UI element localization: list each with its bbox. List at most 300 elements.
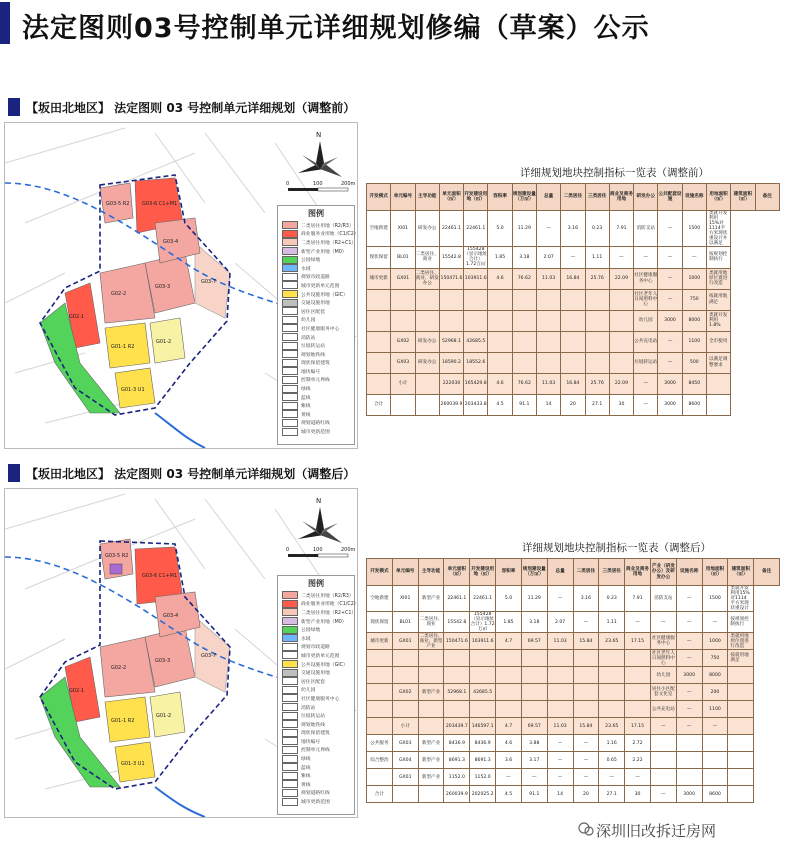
table-cell xyxy=(488,352,512,373)
map-legend-before xyxy=(277,205,359,445)
legend-label: 现状保留建筑 xyxy=(301,731,330,737)
table-cell xyxy=(585,331,609,352)
legend-swatch xyxy=(282,247,298,255)
legend-label: 消防站 xyxy=(301,335,316,341)
table-header-cell: 公共配套设施 xyxy=(658,184,682,211)
legend-label: 幼儿园 xyxy=(301,318,316,324)
legend-label: 二类居住用地（R2+C1） xyxy=(301,240,357,246)
north-arrow-icon xyxy=(298,507,342,543)
table-header-cell: 用地面积（㎡） xyxy=(702,559,728,586)
legend-swatch xyxy=(282,385,298,393)
table-cell: 2.72 xyxy=(625,735,651,752)
table-cell xyxy=(470,667,496,684)
table-cell: 20 xyxy=(561,394,585,415)
legend-item xyxy=(278,797,354,806)
table-cell: 22461.1 xyxy=(464,211,488,247)
table-cell xyxy=(650,735,676,752)
table-cell: 垃圾转运站 xyxy=(634,352,658,373)
table-cell xyxy=(561,289,585,310)
scale-bar-white xyxy=(318,554,348,557)
table-cell xyxy=(547,684,573,701)
table-cell: GX04 xyxy=(392,752,418,769)
parcel-label: G03-5 R2 xyxy=(105,553,129,559)
legend-swatch xyxy=(282,419,298,427)
table-header-cell: 建筑面积（㎡） xyxy=(728,559,754,586)
table-cell xyxy=(676,769,702,786)
table-cell: 社区老年人日间照料中心 xyxy=(634,289,658,310)
table-cell: 3000 xyxy=(658,310,682,331)
table-cell: 91.1 xyxy=(512,394,536,415)
legend-label: 规划市政道路 xyxy=(301,275,330,281)
table-cell: — xyxy=(658,211,682,247)
table-cell: 103911.6 xyxy=(464,268,488,289)
table-cell xyxy=(702,769,728,786)
title-bar xyxy=(0,0,809,46)
table-cell: 18590.2 xyxy=(439,352,463,373)
table-row xyxy=(367,394,780,415)
table-cell: 11.03 xyxy=(547,633,573,650)
parcel-label: G03-5 R2 xyxy=(106,201,130,207)
table-cell: 14 xyxy=(536,394,560,415)
table-cell xyxy=(367,650,393,667)
table-cell: 23.65 xyxy=(599,633,625,650)
table-cell: 11.29 xyxy=(521,586,547,612)
legend-label: 蓝线 xyxy=(301,765,311,771)
table-cell xyxy=(625,667,651,684)
scale-bar xyxy=(288,188,318,191)
table-header-cell: 规划建设量（万㎡） xyxy=(521,559,547,586)
table-cell: — xyxy=(634,394,658,415)
legend-swatch xyxy=(282,316,298,324)
table-cell: 社区老年人日间照料中心 xyxy=(651,650,675,666)
legend-swatch xyxy=(282,694,298,702)
legend-item xyxy=(278,746,354,755)
table-cell xyxy=(650,752,676,769)
parcel-label: G03-4 xyxy=(163,239,179,245)
table-cell: — xyxy=(676,718,702,735)
legend-swatch xyxy=(282,221,298,229)
table-row xyxy=(367,211,780,247)
table-cell: 8600 xyxy=(682,394,706,415)
table-cell: 69.57 xyxy=(521,718,547,735)
table-cell: 3.88 xyxy=(521,735,547,752)
table-cell: 22.09 xyxy=(609,373,633,394)
control-index-table-before xyxy=(366,183,780,416)
table-cell: 综合整治 xyxy=(367,752,393,769)
table-cell: 155428（显示地址合计）1.72万㎡ xyxy=(470,612,495,633)
legend-item xyxy=(278,401,354,410)
legend-swatch xyxy=(282,634,298,642)
table-cell xyxy=(547,701,573,718)
table-cell: 2.22 xyxy=(625,752,651,769)
table-cell xyxy=(728,684,754,701)
parcel-label: G01-1 R2 xyxy=(111,718,135,724)
legend-swatch xyxy=(282,290,298,298)
table-header-cell: 建筑面积（㎡） xyxy=(731,184,755,211)
table-cell: 4.6 xyxy=(488,268,512,289)
table-cell xyxy=(418,650,444,667)
table-cell xyxy=(521,650,547,667)
legend-swatch xyxy=(282,410,298,418)
table-cell: 二类居住、商业、新型产业 xyxy=(419,633,443,649)
legend-swatch xyxy=(282,608,298,616)
table-cell: BL01 xyxy=(392,612,418,633)
legend-item xyxy=(278,307,354,316)
legend-label: 城市更新范围 xyxy=(301,430,330,436)
table-cell: 16.84 xyxy=(561,268,585,289)
legend-item xyxy=(278,754,354,763)
legend-item xyxy=(278,686,354,695)
table-cell: 750 xyxy=(702,650,728,667)
table-cell: 155428（显示地址合计）1.72万㎡ xyxy=(464,247,488,268)
parcel-label: G01-2 xyxy=(156,339,172,345)
table-cell: 17.15 xyxy=(625,633,651,650)
scale-label-0: 0 xyxy=(286,181,290,187)
legend-item xyxy=(278,230,359,239)
table-header-cell: 商业及商务用地 xyxy=(609,184,633,211)
legend-label: 幼儿园 xyxy=(301,688,316,694)
north-arrow-icon xyxy=(298,141,342,177)
watermark-text: 深圳旧改拆迁房网 xyxy=(596,822,717,840)
scale-bar xyxy=(288,554,318,557)
table-cell: 18552.6 xyxy=(464,352,488,373)
table-cell xyxy=(706,394,730,415)
table-cell: 按规划控制执行 xyxy=(706,247,730,268)
table-cell xyxy=(496,650,522,667)
table-cell xyxy=(470,701,496,718)
legend-label: 绿线 xyxy=(301,757,311,763)
table-cell xyxy=(392,786,418,803)
table-cell: 1100 xyxy=(702,701,728,718)
table-cell: 203439.7 xyxy=(444,718,470,735)
map-panel-after xyxy=(4,488,358,818)
scale-bar-white xyxy=(318,188,348,191)
table-row xyxy=(367,718,780,735)
legend-swatch xyxy=(282,359,298,367)
legend-item xyxy=(278,273,354,282)
wechat-icon xyxy=(578,821,594,837)
table-cell: — xyxy=(676,586,702,612)
table-cell: 0.23 xyxy=(599,586,625,612)
legend-item xyxy=(278,427,354,436)
table-header-cell: 总量 xyxy=(536,184,560,211)
table-cell xyxy=(367,769,393,786)
table-cell: GX02 xyxy=(391,331,415,352)
legend-label: 水域 xyxy=(301,266,311,272)
section-title: 【坂田北地区】 法定图则 03 号控制单元详细规划（调整后） xyxy=(26,467,356,481)
table-cell xyxy=(728,718,754,735)
table-cell: 8000 xyxy=(682,310,706,331)
table-cell: 11.03 xyxy=(536,373,560,394)
table-cell: 新型产业 xyxy=(418,769,444,786)
table-cell: 150471.6 xyxy=(439,268,463,289)
table-cell: — xyxy=(658,331,682,352)
table-cell xyxy=(418,718,444,735)
table-cell: 3.16 xyxy=(561,211,585,247)
table-cell xyxy=(536,331,560,352)
legend-swatch xyxy=(282,333,298,341)
table-cell: 二类居住、商业、研发办公 xyxy=(415,268,439,289)
table-header-cell: 产业（研发办公）及研发办公 xyxy=(650,559,676,586)
section-marker xyxy=(8,464,20,482)
table-cell: 城市更新 xyxy=(367,633,393,650)
table-cell xyxy=(444,667,470,684)
table-cell: — xyxy=(650,612,676,633)
table-cell xyxy=(392,701,418,718)
table-header-cell: 设施名称 xyxy=(676,559,702,586)
table-cell: GX02 xyxy=(392,684,418,701)
legend-swatch xyxy=(282,350,298,358)
scale-label-100: 100 xyxy=(313,181,323,187)
legend-swatch xyxy=(282,264,298,272)
legend-label: 公共设施用地（GIC） xyxy=(301,292,348,298)
table-cell: — xyxy=(676,684,702,701)
map-legend-after xyxy=(277,575,359,815)
parcel-label: G03-7 xyxy=(201,279,217,285)
table-cell: 7.91 xyxy=(625,586,651,612)
legend-label: 规划道路红线 xyxy=(301,421,330,427)
table-cell: 17.15 xyxy=(625,718,651,735)
table-cell: 8000 xyxy=(702,667,728,684)
table-cell: 社区健康服务中心 xyxy=(634,268,658,289)
legend-item xyxy=(278,660,354,669)
table-header-cell: 单元编号 xyxy=(391,184,415,211)
table-header-cell: 规划建设量（万㎡） xyxy=(512,184,536,211)
table-cell: 260039.9 xyxy=(439,394,463,415)
table-cell: 52968.1 xyxy=(439,331,463,352)
table-cell: 1000 xyxy=(682,268,706,289)
table-cell xyxy=(512,331,536,352)
legend-item xyxy=(278,651,354,660)
legend-label: 公园绿地 xyxy=(301,628,321,634)
table-cell: 7.91 xyxy=(609,211,633,247)
table-row xyxy=(367,586,780,612)
table-cell: — xyxy=(676,612,702,633)
table-cell: XI01 xyxy=(391,211,415,247)
table-cell: 11.03 xyxy=(547,718,573,735)
table-cell xyxy=(444,701,470,718)
table-header-cell: 主导功能 xyxy=(418,559,444,586)
section-marker xyxy=(8,98,20,116)
section-title: 【坂田北地区】 法定图则 03 号控制单元详细规划（调整前） xyxy=(26,101,356,115)
table-row xyxy=(367,373,780,394)
table-row xyxy=(367,268,780,289)
table-cell: 1100 xyxy=(682,331,706,352)
table-cell: 合计 xyxy=(367,394,391,415)
table-cell: 52968.1 xyxy=(444,684,470,701)
table-cell: 3000 xyxy=(658,394,682,415)
table-cell: 15542.8 xyxy=(439,247,463,268)
table-cell: GX01 xyxy=(392,633,418,650)
table-cell xyxy=(728,701,754,718)
table-cell xyxy=(512,289,536,310)
legend-item xyxy=(278,789,354,798)
table-cell xyxy=(367,289,391,310)
table-header-cell: 备注 xyxy=(755,184,780,211)
table-header-cell: 设施名称 xyxy=(682,184,706,211)
table-header-cell: 三类居住 xyxy=(599,559,625,586)
legend-swatch xyxy=(282,712,298,720)
legend-swatch xyxy=(282,703,298,711)
legend-item xyxy=(278,763,354,772)
legend-label: 新型产业用地（M0） xyxy=(301,249,347,255)
parcel-label: G03-7 xyxy=(201,653,217,659)
legend-swatch xyxy=(282,230,298,238)
table-cell: — xyxy=(658,268,682,289)
legend-item xyxy=(278,410,354,419)
table-cell: 22.09 xyxy=(609,268,633,289)
legend-label: 交通设施用地 xyxy=(301,671,330,677)
table-cell xyxy=(609,352,633,373)
table-cell: 3.18 xyxy=(521,612,547,633)
table-cell xyxy=(415,373,439,394)
table-cell xyxy=(676,735,702,752)
legend-item xyxy=(278,333,354,342)
table-cell: 现状保留 xyxy=(367,247,391,268)
table-cell: — xyxy=(702,612,728,633)
legend-title: 图例 xyxy=(308,209,324,218)
table-cell xyxy=(415,310,439,331)
table-cell: 以满足调整要求 xyxy=(706,352,730,373)
legend-label: 居住区配套 xyxy=(301,679,325,685)
table-cell xyxy=(367,352,391,373)
table-cell xyxy=(415,289,439,310)
legend-label: 规划市政道路 xyxy=(301,645,330,651)
table-header-cell: 用地面积（㎡） xyxy=(706,184,730,211)
parcel-label: G02-2 xyxy=(111,291,127,297)
parcel-label: G02-1 xyxy=(69,688,85,694)
table-cell: 165429.8 xyxy=(464,373,488,394)
table-cell: — xyxy=(634,247,658,268)
table-cell: — xyxy=(702,718,728,735)
table-cell: 8436.9 xyxy=(444,735,470,752)
page-title: 法定图则03号控制单元详细规划修编（草案）公示 xyxy=(22,13,650,44)
table-cell: 15542.8 xyxy=(444,612,470,633)
table-cell: 幼儿园 xyxy=(650,667,676,684)
table-cell: 8436.9 xyxy=(470,735,496,752)
table-cell: 居住小区配套文化室 xyxy=(650,684,676,701)
table-cell: 3.17 xyxy=(521,752,547,769)
title-accent-bar xyxy=(0,2,10,44)
table-cell: — xyxy=(561,247,585,268)
table-cell: 3000 xyxy=(676,667,702,684)
legend-item xyxy=(278,419,354,428)
table-cell: 15.84 xyxy=(573,718,599,735)
table-cell: 类就开发利用15%对1114平方米现状重设计并以满足 xyxy=(706,211,730,247)
table-cell xyxy=(391,289,415,310)
table-cell: 4.5 xyxy=(488,394,512,415)
table-header-cell: 研发办公 xyxy=(634,184,658,211)
legend-label: 社区健康服务中心 xyxy=(301,326,340,332)
legend-label: 城市更新单元范围 xyxy=(301,653,340,659)
legend-label: 二类居住用地（R2/R3） xyxy=(301,593,354,599)
table-row xyxy=(367,352,780,373)
table-cell xyxy=(547,667,573,684)
table-cell: 小计 xyxy=(391,373,415,394)
table-cell xyxy=(585,289,609,310)
table-row xyxy=(367,650,780,667)
table-row xyxy=(367,289,780,310)
table-cell xyxy=(547,650,573,667)
table-row xyxy=(367,752,780,769)
table-cell xyxy=(392,667,418,684)
legend-item xyxy=(278,247,354,256)
legend-item xyxy=(278,643,354,652)
table-cell: 0.23 xyxy=(585,211,609,247)
legend-label: 现状保留建筑 xyxy=(301,361,330,367)
legend-swatch xyxy=(282,798,298,806)
legend-item xyxy=(278,703,354,712)
table-cell xyxy=(367,310,391,331)
table-header-cell: 单元编号 xyxy=(392,559,418,586)
map-panel-before xyxy=(4,122,358,449)
legend-item xyxy=(278,729,354,738)
legend-item xyxy=(278,393,354,402)
legend-swatch xyxy=(282,307,298,315)
legend-label: 水域 xyxy=(301,636,311,642)
table-cell: GX03 xyxy=(391,352,415,373)
legend-swatch xyxy=(282,780,298,788)
table-cell: 3.18 xyxy=(512,247,536,268)
table-cell: — xyxy=(634,373,658,394)
legend-item xyxy=(278,359,354,368)
table-cell: 空地新建 xyxy=(367,211,391,247)
legend-list xyxy=(278,221,359,436)
table-cell xyxy=(573,667,599,684)
table-cell: 1152.0 xyxy=(470,769,496,786)
legend-swatch xyxy=(282,763,298,771)
legend-label: 交通设施用地 xyxy=(301,301,330,307)
table-cell: 103911.6 xyxy=(470,633,496,650)
table-cell: 现状保留 xyxy=(367,612,393,633)
table-cell: — xyxy=(573,612,599,633)
legend-item xyxy=(278,350,354,359)
table-cell xyxy=(496,701,522,718)
table-header-cell: 开发建设用地（㎡） xyxy=(464,184,488,211)
table-cell: 类就用地原位置进行改造 xyxy=(728,633,754,650)
legend-label: 黄线 xyxy=(301,782,311,788)
table-cell: 2.07 xyxy=(547,612,573,633)
legend-swatch xyxy=(282,626,298,634)
table-cell: 20 xyxy=(573,786,599,803)
table-cell xyxy=(561,352,585,373)
legend-swatch xyxy=(282,772,298,780)
table-cell: GX01 xyxy=(391,268,415,289)
legend-swatch xyxy=(282,238,298,246)
table-cell xyxy=(676,752,702,769)
table-cell: 1.11 xyxy=(585,247,609,268)
table-cell: 22461.1 xyxy=(470,586,496,612)
table-header-cell: 三类居住 xyxy=(585,184,609,211)
table-cell: — xyxy=(658,247,682,268)
table-cell: 按就用地满足 xyxy=(706,289,730,310)
legend-item xyxy=(278,290,354,299)
legend-label: 城市更新范围 xyxy=(301,800,330,806)
table-cell: — xyxy=(547,586,573,612)
table-cell xyxy=(496,667,522,684)
table-row xyxy=(367,769,780,786)
table-cell xyxy=(521,667,547,684)
legend-label: 控制单元界线 xyxy=(301,378,330,384)
table-cell: 1000 xyxy=(702,633,728,650)
table-cell xyxy=(609,310,633,331)
table-cell: 新型产业 xyxy=(418,586,444,612)
legend-item xyxy=(278,367,354,376)
legend-swatch xyxy=(282,789,298,797)
table-cell: 按规划控制执行 xyxy=(728,612,754,633)
table-cell: 3.6 xyxy=(496,752,522,769)
table-cell: BL01 xyxy=(391,247,415,268)
